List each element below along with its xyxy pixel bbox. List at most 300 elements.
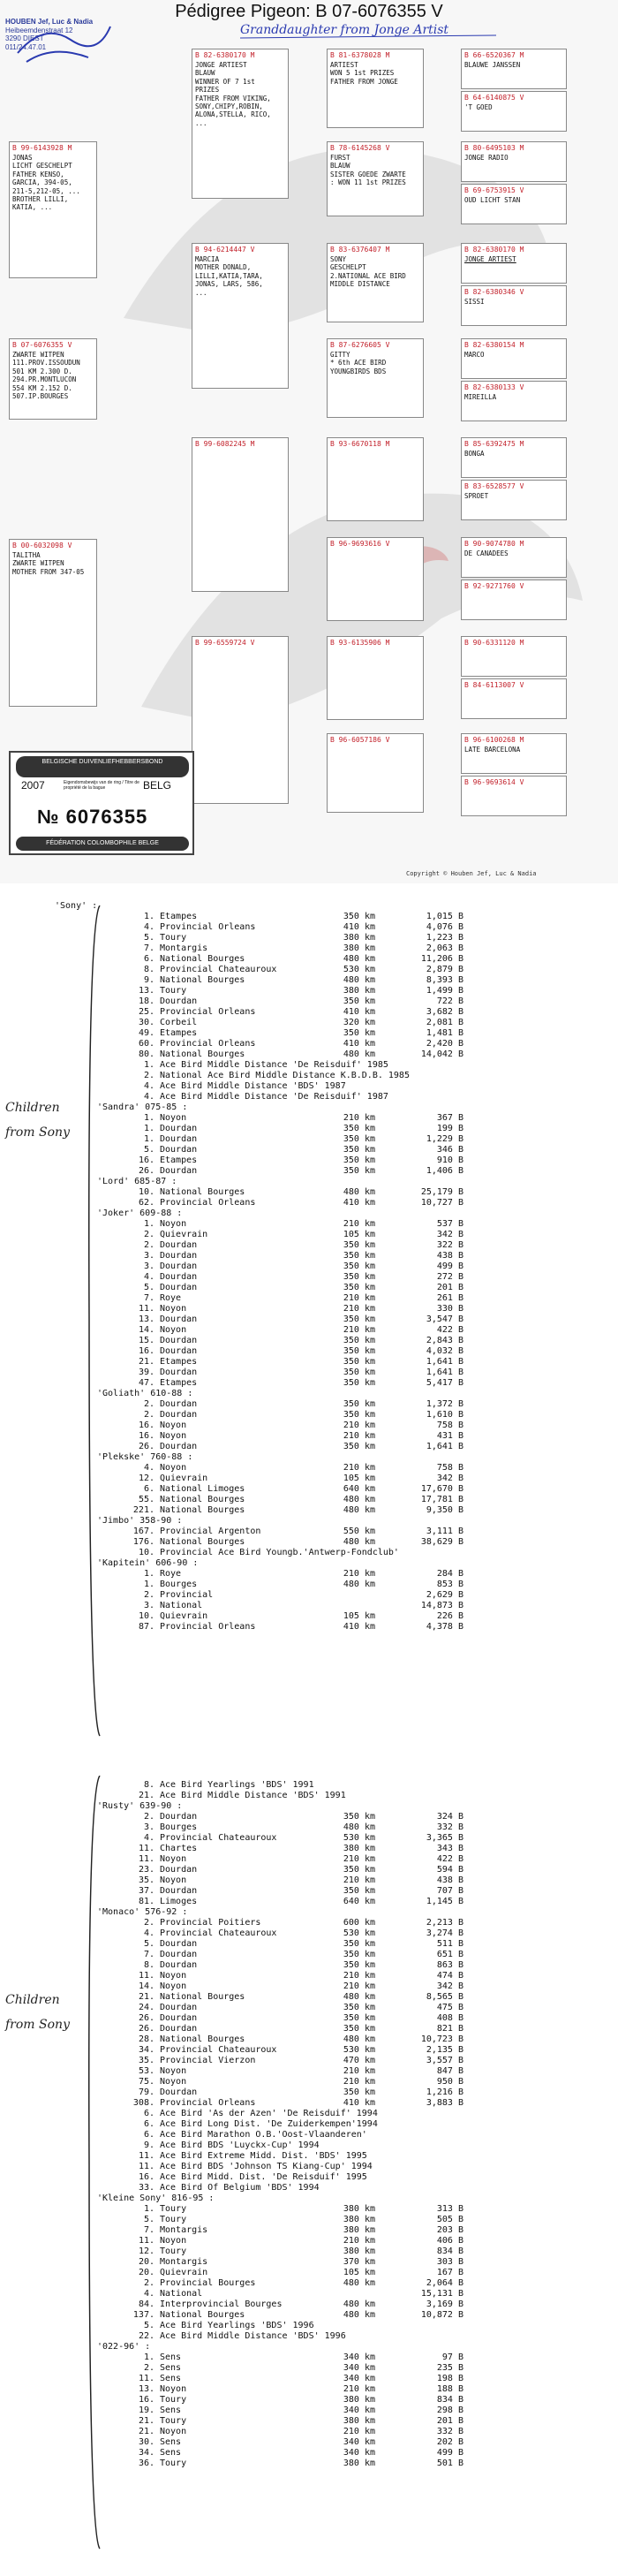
bird-heading-text: 'Lord' 685-87 : — [97, 1177, 177, 1186]
result-race: Provincial Bourges — [160, 2278, 256, 2288]
result-rank: 25. — [138, 1007, 154, 1017]
bird-heading — [97, 1452, 192, 1462]
result-rank: 9. — [143, 2140, 154, 2150]
result-birds: 475 B — [436, 2003, 464, 2012]
result-race: Ace Bird Middle Distance 'BDS' 1991 — [160, 1791, 346, 1800]
ring-number: B 92-9271760 V — [464, 582, 524, 590]
result-row — [119, 1378, 596, 1388]
result-row — [119, 2427, 596, 2436]
result-rank: 8. — [143, 1780, 154, 1790]
result-birds: 3,169 B — [426, 2299, 464, 2309]
result-rank: 11. — [138, 2162, 154, 2171]
result-distance: 640 km — [343, 1897, 375, 1906]
result-distance: 380 km — [343, 986, 375, 996]
result-row — [119, 2246, 596, 2256]
result-race: National Bourges — [160, 1992, 245, 2002]
result-distance: 105 km — [343, 1474, 375, 1483]
result-distance: 480 km — [343, 2034, 375, 2044]
result-rank: 7. — [143, 1950, 154, 1959]
result-row — [119, 1463, 596, 1473]
result-distance: 340 km — [343, 2406, 375, 2415]
ancestor-box — [461, 243, 567, 284]
result-rank: 2. — [143, 1399, 154, 1409]
ring-number: B 96-6100268 M — [464, 736, 524, 744]
result-rank: 26. — [138, 2013, 154, 2023]
result-rank: 2. — [143, 1240, 154, 1250]
result-race: Noyon — [160, 1854, 187, 1864]
result-row — [119, 1071, 596, 1080]
result-birds: 511 B — [436, 1939, 464, 1949]
result-birds: 284 B — [436, 1569, 464, 1579]
result-race: Toury — [160, 2246, 187, 2256]
ancestor-box — [461, 381, 567, 421]
result-distance: 210 km — [343, 1325, 375, 1335]
result-rank: 2. — [143, 1410, 154, 1420]
result-rank: 13. — [138, 986, 154, 996]
bird-line: MARCO — [464, 351, 485, 359]
result-birds: 1,499 B — [426, 986, 464, 996]
result-row — [119, 1410, 596, 1420]
result-distance: 350 km — [343, 1315, 375, 1324]
result-birds: 10,727 B — [420, 1198, 464, 1208]
result-distance: 210 km — [343, 2066, 375, 2076]
bird-line: ... — [195, 288, 207, 297]
result-rank: 4. — [143, 1092, 154, 1102]
result-rank: 34. — [138, 2448, 154, 2458]
result-rank: 2. — [143, 1071, 154, 1080]
ring-number: B 99-6082245 M — [195, 440, 255, 448]
result-rank: 5. — [143, 2321, 154, 2330]
result-row — [119, 1875, 596, 1885]
result-rank: 19. — [138, 2406, 154, 2415]
result-rank: 10. — [138, 1611, 154, 1621]
result-rank: 14. — [138, 1325, 154, 1335]
result-race: Provincial Vierzon — [160, 2056, 256, 2065]
result-race: Dourdan — [160, 1251, 198, 1261]
grandparent-box — [192, 437, 289, 592]
bird-heading — [97, 2193, 214, 2203]
result-rank: 4. — [143, 922, 154, 932]
result-row — [119, 1039, 596, 1049]
result-birds: 38,629 B — [420, 1537, 464, 1547]
result-row — [119, 1187, 596, 1197]
result-rank: 3. — [143, 1251, 154, 1261]
result-race: Ace Bird Yearlings 'BDS' 1996 — [160, 2321, 314, 2330]
result-distance: 105 km — [343, 2268, 375, 2277]
result-row — [119, 1865, 596, 1875]
result-distance: 640 km — [343, 1484, 375, 1494]
result-distance: 480 km — [343, 1537, 375, 1547]
result-row — [119, 2162, 596, 2171]
result-rank: 176. — [132, 1537, 154, 1547]
result-row — [119, 2448, 596, 2458]
result-rank: 1. — [143, 1219, 154, 1229]
bird-line: PRIZES — [195, 86, 220, 95]
result-rank: 26. — [138, 1442, 154, 1451]
result-distance: 210 km — [343, 1971, 375, 1981]
ancestor-box — [461, 678, 567, 719]
ring-card-number: № 6076355 — [37, 806, 148, 828]
result-rank: 1. — [143, 1060, 154, 1070]
result-rank: 5. — [143, 1145, 154, 1155]
result-distance: 350 km — [343, 1346, 375, 1356]
result-race: National Bourges — [160, 975, 245, 985]
ancestor-box — [461, 91, 567, 132]
ancestor-box — [461, 184, 567, 224]
result-birds: 2,420 B — [426, 1039, 464, 1049]
result-row — [119, 1018, 596, 1027]
bird-line: FATHER FROM VIKING, — [195, 94, 271, 102]
result-distance: 350 km — [343, 1812, 375, 1822]
result-rank: 16. — [138, 1421, 154, 1430]
great-grandparent-box — [327, 437, 424, 521]
result-distance: 480 km — [343, 1822, 375, 1832]
ring-number: B 84-6113007 V — [464, 681, 524, 689]
result-rank: 6. — [143, 2109, 154, 2118]
result-row — [119, 2395, 596, 2405]
result-race: Dourdan — [160, 1240, 198, 1250]
great-grandparent-box — [327, 338, 424, 418]
result-race: Noyon — [160, 1325, 187, 1335]
result-birds: 14,042 B — [420, 1049, 464, 1059]
result-row — [119, 1844, 596, 1853]
result-rank: 5. — [143, 2215, 154, 2224]
result-race: Sens — [160, 2352, 182, 2362]
result-birds: 1,015 B — [426, 912, 464, 921]
result-race: Dourdan — [160, 1166, 198, 1176]
result-race: Ace Bird Yearlings 'BDS' 1991 — [160, 1780, 314, 1790]
result-rank: 6. — [143, 1484, 154, 1494]
bird-line: OUD LICHT STAN — [464, 196, 521, 204]
result-race: Dourdan — [160, 1124, 198, 1133]
result-birds: 3,557 B — [426, 2056, 464, 2065]
great-grandparent-box — [327, 243, 424, 322]
result-distance: 350 km — [343, 1368, 375, 1377]
result-race: Quievrain — [160, 1230, 208, 1239]
result-row — [119, 2056, 596, 2065]
result-birds: 261 B — [436, 1293, 464, 1303]
result-race: Noyon — [160, 2236, 187, 2246]
result-race: Provincial Argenton — [160, 1527, 261, 1536]
result-row — [119, 1230, 596, 1239]
result-distance: 410 km — [343, 1007, 375, 1017]
result-row — [119, 2363, 596, 2373]
bird-heading — [97, 1102, 187, 1112]
bird-heading-text: 'Rusty' 639-90 : — [97, 1801, 183, 1811]
bird-line: WINNER OF 7 1st — [195, 77, 255, 86]
result-race: Provincial Poitiers — [160, 1918, 261, 1928]
result-birds: 438 B — [436, 1251, 464, 1261]
result-birds: 167 B — [436, 2268, 464, 2277]
ring-number: B 00-6032098 V — [12, 542, 72, 549]
result-race: Dourdan — [160, 1950, 198, 1959]
result-birds: 4,032 B — [426, 1346, 464, 1356]
bird-heading-text: '022-96' : — [97, 2342, 151, 2352]
result-distance: 350 km — [343, 1378, 375, 1388]
result-distance: 380 km — [343, 2459, 375, 2468]
bird-line: GESCHELPT — [330, 263, 366, 272]
result-distance: 210 km — [343, 2427, 375, 2436]
result-row — [119, 986, 596, 996]
result-row — [119, 1007, 596, 1017]
result-row — [119, 1474, 596, 1483]
result-rank: 4. — [143, 2289, 154, 2299]
result-distance: 480 km — [343, 1992, 375, 2002]
result-row — [119, 2003, 596, 2012]
result-birds: 834 B — [436, 2246, 464, 2256]
bird-line: 294.PR.MONTLUCON — [12, 375, 77, 384]
result-race: Ace Bird 'As der Azen' 'De Reisduif' 1994 — [160, 2109, 378, 2118]
result-rank: 30. — [138, 2437, 154, 2447]
result-rank: 137. — [132, 2310, 154, 2320]
result-rank: 26. — [138, 2024, 154, 2034]
result-distance: 350 km — [343, 1336, 375, 1345]
copyright-note: Copyright © Houben Jef, Luc & Nadia — [406, 870, 537, 877]
result-distance: 480 km — [343, 1580, 375, 1589]
result-rank: 39. — [138, 1368, 154, 1377]
subject-box — [9, 338, 97, 420]
bird-heading-text: 'Joker' 609-88 : — [97, 1208, 183, 1218]
result-rank: 49. — [138, 1028, 154, 1038]
result-distance: 320 km — [343, 1018, 375, 1027]
result-row — [119, 1357, 596, 1367]
result-race: Dourdan — [160, 2087, 198, 2097]
result-race: Provincial Orleans — [160, 1007, 256, 1017]
result-distance: 210 km — [343, 1421, 375, 1430]
bracket-line — [84, 905, 102, 1740]
result-birds: 8,565 B — [426, 1992, 464, 2002]
result-race: Noyon — [160, 1219, 187, 1229]
result-rank: 62. — [138, 1198, 154, 1208]
result-rank: 79. — [138, 2087, 154, 2097]
result-birds: 203 B — [436, 2225, 464, 2235]
result-birds: 4,378 B — [426, 1622, 464, 1632]
result-birds: 2,135 B — [426, 2045, 464, 2055]
result-birds: 537 B — [436, 1219, 464, 1229]
result-rank: 75. — [138, 2077, 154, 2087]
result-race: Limoges — [160, 1897, 198, 1906]
result-rank: 1. — [143, 1569, 154, 1579]
bird-line: MIREILLA — [464, 393, 497, 401]
result-race: National Bourges — [160, 1049, 245, 1059]
bird-line: ARTIEST — [330, 61, 358, 69]
ring-number: B 69-6753915 V — [464, 186, 524, 194]
result-distance: 350 km — [343, 912, 375, 921]
result-row — [119, 1527, 596, 1536]
stamp-line: Heibeemdenstraat 12 — [5, 26, 73, 34]
result-birds: 303 B — [436, 2257, 464, 2267]
bird-line: 111.PROV.ISSOUDUN — [12, 359, 80, 367]
result-row — [119, 1950, 596, 1959]
result-row — [119, 1495, 596, 1504]
result-race: Dourdan — [160, 1442, 198, 1451]
bird-line: DE CANADEES — [464, 549, 509, 557]
result-row — [119, 1611, 596, 1621]
result-distance: 350 km — [343, 1939, 375, 1949]
result-rank: 7. — [143, 2225, 154, 2235]
result-birds: 17,781 B — [420, 1495, 464, 1504]
bird-heading — [97, 1208, 182, 1218]
result-row — [119, 1219, 596, 1229]
result-rank: 12. — [138, 1474, 154, 1483]
result-distance: 350 km — [343, 1145, 375, 1155]
result-rank: 10. — [138, 1548, 154, 1557]
result-race: Sens — [160, 2437, 182, 2447]
result-row — [119, 1897, 596, 1906]
result-row — [119, 1580, 596, 1589]
result-distance: 210 km — [343, 1854, 375, 1864]
bird-line: JONGE RADIO — [464, 154, 509, 162]
result-row — [119, 1442, 596, 1451]
result-rank: 167. — [132, 1527, 154, 1536]
bird-heading — [97, 1801, 182, 1811]
bird-heading — [97, 1389, 192, 1398]
result-race: National Limoges — [160, 1484, 245, 1494]
result-distance: 480 km — [343, 2310, 375, 2320]
result-birds: 10,872 B — [420, 2310, 464, 2320]
result-distance: 350 km — [343, 1410, 375, 1420]
result-race: National Bourges — [160, 2310, 245, 2320]
bird-line: BROTHER LILLI, — [12, 194, 69, 203]
result-distance: 210 km — [343, 1113, 375, 1123]
result-birds: 5,417 B — [426, 1378, 464, 1388]
bird-line: LICHT GESCHELPT — [12, 162, 72, 170]
result-row — [119, 1421, 596, 1430]
result-race: Ace Bird BDS 'Johnson TS Kiang-Cup' 1994 — [160, 2162, 373, 2171]
result-row — [119, 1315, 596, 1324]
result-race: Dourdan — [160, 1336, 198, 1345]
result-distance: 350 km — [343, 1261, 375, 1271]
result-race: Sens — [160, 2448, 182, 2458]
ring-number: B 90-6331120 M — [464, 639, 524, 647]
result-row — [119, 1336, 596, 1345]
result-race: Noyon — [160, 1113, 187, 1123]
result-birds: 97 B — [441, 2352, 464, 2362]
result-rank: 30. — [138, 1018, 154, 1027]
result-birds: 2,063 B — [426, 943, 464, 953]
result-rank: 16. — [138, 1155, 154, 1165]
result-rank: 60. — [138, 1039, 154, 1049]
ring-number: B 82-6380346 V — [464, 288, 524, 296]
result-rank: 1. — [143, 1124, 154, 1133]
bird-line: YOUNGBIRDS BDS — [330, 367, 387, 375]
result-distance: 210 km — [343, 1431, 375, 1441]
result-rank: 81. — [138, 1897, 154, 1906]
result-race: Toury — [160, 2215, 187, 2224]
result-birds: 422 B — [436, 1325, 464, 1335]
bird-heading — [97, 1516, 182, 1526]
result-row — [119, 2109, 596, 2118]
result-birds: 758 B — [436, 1421, 464, 1430]
ring-number: B 87-6276605 V — [330, 341, 390, 349]
result-birds: 499 B — [436, 2448, 464, 2458]
result-row — [119, 1251, 596, 1261]
pedigree-page — [0, 0, 618, 883]
result-rank: 21. — [138, 1791, 154, 1800]
result-race: Provincial Orleans — [160, 922, 256, 932]
result-birds: 202 B — [436, 2437, 464, 2447]
result-rank: 23. — [138, 1865, 154, 1875]
result-rank: 14. — [138, 1981, 154, 1991]
result-race: Dourdan — [160, 1960, 198, 1970]
result-race: Etampes — [160, 1378, 198, 1388]
result-distance: 410 km — [343, 922, 375, 932]
result-race: Dourdan — [160, 1261, 198, 1271]
result-race: Noyon — [160, 1431, 187, 1441]
result-row — [119, 1081, 596, 1091]
ring-number: B 93-6670118 M — [330, 440, 390, 448]
bird-line: 2.NATIONAL ACE BIRD — [330, 271, 406, 280]
bird-line: 507.IP.BOURGES — [12, 391, 69, 400]
result-distance: 480 km — [343, 975, 375, 985]
result-row — [119, 1155, 596, 1165]
result-distance: 350 km — [343, 1124, 375, 1133]
bird-line: 554 KM 2.152 D. — [12, 383, 72, 392]
result-birds: 1,229 B — [426, 1134, 464, 1144]
result-row — [119, 912, 596, 921]
result-distance: 350 km — [343, 1865, 375, 1875]
result-birds: 1,223 B — [426, 933, 464, 943]
result-distance: 410 km — [343, 2098, 375, 2108]
bird-line: KATIA, ... — [12, 203, 53, 212]
result-distance: 410 km — [343, 1198, 375, 1208]
bird-heading — [97, 1177, 177, 1186]
result-rank: 1. — [143, 1113, 154, 1123]
result-rank: 3. — [143, 1261, 154, 1271]
result-distance: 210 km — [343, 2077, 375, 2087]
ring-number: B 82-6380133 V — [464, 383, 524, 391]
result-rank: 53. — [138, 2066, 154, 2076]
result-birds: 1,641 B — [426, 1442, 464, 1451]
result-rank: 1. — [143, 912, 154, 921]
result-birds: 3,883 B — [426, 2098, 464, 2108]
result-distance: 600 km — [343, 1918, 375, 1928]
result-birds: 298 B — [436, 2406, 464, 2415]
bird-line: LATE BARCELONA — [464, 746, 521, 754]
result-birds: 17,670 B — [420, 1484, 464, 1494]
result-race: Ace Bird Middle Distance 'De Reisduif' 1985 — [160, 1060, 388, 1070]
result-birds: 272 B — [436, 1272, 464, 1282]
result-race: Chartes — [160, 1844, 198, 1853]
result-rank: 35. — [138, 2056, 154, 2065]
bracket-line — [84, 1776, 102, 2553]
ring-number: B 90-9074780 M — [464, 540, 524, 548]
result-birds: 3,682 B — [426, 1007, 464, 1017]
result-birds: 313 B — [436, 2204, 464, 2214]
result-distance: 350 km — [343, 1240, 375, 1250]
bird-line: SPROET — [464, 492, 489, 500]
result-race: Dourdan — [160, 1812, 198, 1822]
result-rank: 1. — [143, 1580, 154, 1589]
result-rank: 3. — [143, 1601, 154, 1610]
result-race: Roye — [160, 1293, 182, 1303]
result-row — [119, 922, 596, 932]
result-distance: 210 km — [343, 1981, 375, 1991]
result-row — [119, 1049, 596, 1059]
result-distance: 350 km — [343, 1166, 375, 1176]
result-row — [119, 2034, 596, 2044]
result-rank: 308. — [132, 2098, 154, 2108]
ring-number: B 93-6135906 M — [330, 639, 390, 647]
result-race: Dourdan — [160, 2013, 198, 2023]
result-rank: 21. — [138, 1357, 154, 1367]
result-birds: 343 B — [436, 1844, 464, 1853]
ancestor-box — [461, 636, 567, 677]
result-birds: 834 B — [436, 2395, 464, 2405]
result-race: Quievrain — [160, 2268, 208, 2277]
great-grandparent-box — [327, 49, 424, 128]
ring-number: B 99-6559724 V — [195, 639, 255, 647]
